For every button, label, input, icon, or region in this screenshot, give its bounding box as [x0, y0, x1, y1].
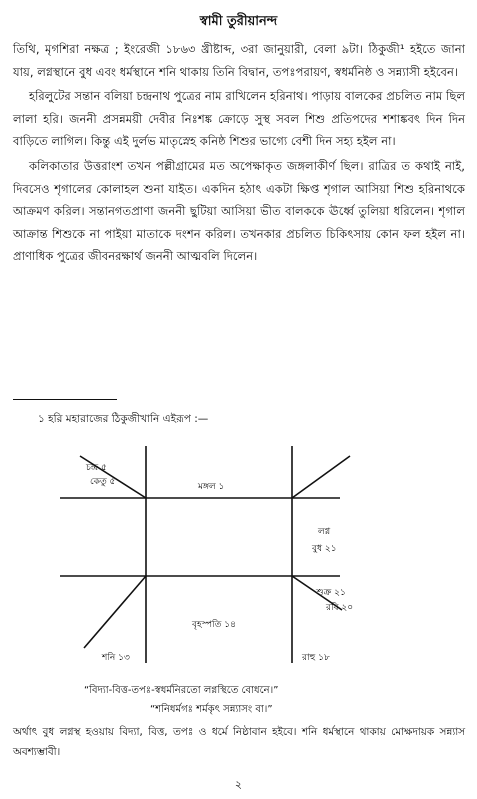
sanskrit-quote-2: “শনিধর্মগঃ শর্মকৃৎ সন্ন্যাসং বা।” [150, 704, 273, 715]
horoscope-budh: বুধ ২১ [312, 544, 337, 554]
sanskrit-quote-1: “বিদ্যা-বিত্ত-তপঃ-স্বধর্মনিরতো লগ্নস্থিতে বোধনে।” [84, 685, 279, 696]
chart-diag-top-right [292, 456, 350, 498]
paragraph-2: হরিলুটের সন্তান বলিয়া চন্দ্রনাথ পুত্রের নাম রাখিলেন হরিনাথ। পাড়ায় বালকের প্রচলিত নাম ছিল লালা হরি। জননী প্রসন্নময়ী দেবীর নিঃশঙ্ক ক্রোড়ে সুস্থ সবল শিশু প্রতিপদের শশাঙ্কবৎ দিন দিন বাড়িতে লাগিল। কিন্তু এই দুর্লভ মাতৃস্নেহ কনিষ্ঠ শিশুর ভাগ্যে বেশী দিন সহ্য হইল না। [13, 89, 465, 149]
body-text [13, 38, 465, 270]
paragraph-3: কলিকাতার উত্তরাংশ তখন পল্লীগ্রামের মত অপেক্ষাকৃত জঙ্গলাকীর্ণ ছিল। রাত্রির ত কথাই নাই, দিবসেও শৃগালের কোলাহল শুনা যাইত। একদিন হঠাৎ একটা ক্ষিপ্ত শৃগাল আসিয়া শিশু হরিনাথকে আক্রমণ করিল। সন্তানগতপ্রাণা জননী ছুটিয়া আসিয়া ভীত বালককে ঊর্ধ্বে তুলিয়া ধরিলেন। শৃগাল আক্রান্ত শিশুকে না পাইয়া মাতাকে দংশন করিল। তখনকার প্রচলিত চিকিৎসায় কোন ফল হইল না। প্রাণাধিক পুত্রের জীবনরক্ষার্থ জননী আত্মবলি দিলেন। [13, 158, 465, 264]
horoscope-lagna: লগ্ন [318, 527, 331, 537]
horoscope-brihaspati: বৃহস্পতি ১৪ [192, 620, 236, 630]
paragraph-1: তিথি, মৃগশিরা নক্ষত্র ; ইংরেজী ১৮৬৩ খ্রীষ্টাব্দ, ৩রা জানুয়ারী, বেলা ৯টা। ঠিকুজী¹ হইতে জানা যায়, লগ্নস্থানে বুধ এবং ধর্মস্থানে শনি থাকায় তিনি বিদ্বান, তপঃপরায়ণ, স্বধর্মনিষ্ঠ ও সন্ন্যাসী হইবেন। [13, 42, 465, 79]
footnote: ১ হরি মহারাজের ঠিকুজীখানি এইরূপ :— [38, 413, 209, 425]
horoscope-shani: শনি ১৩ [102, 653, 130, 663]
page-number: ২ [234, 778, 243, 791]
footnote-explanation: অর্থাৎ বুধ লগ্নস্থ হওয়ায় বিদ্যা, বিত্ত, তপঃ ও ধর্মে নিষ্ঠাবান হইবে। শনি ধর্মস্থানে থাকায় মোক্ষদায়ক সন্ন্যাস অবশ্যম্ভাবী। [13, 726, 465, 758]
horoscope-rahu: রাহু ১৮ [302, 653, 330, 663]
horoscope-rabi: রবি ২০ [326, 603, 354, 613]
horoscope-shukra: শুক্র ২১ [316, 588, 346, 598]
page-title: স্বামী তুরীয়ানন্দ [199, 14, 278, 29]
horoscope-chandra: চন্দ্র ৫ [86, 463, 107, 473]
chart-diag-bottom-left [84, 576, 146, 648]
footnote-rule [13, 399, 117, 400]
horoscope-mangal: মঙ্গল ১ [198, 482, 225, 492]
horoscope-ketu: কেতু ৫ [90, 477, 116, 487]
